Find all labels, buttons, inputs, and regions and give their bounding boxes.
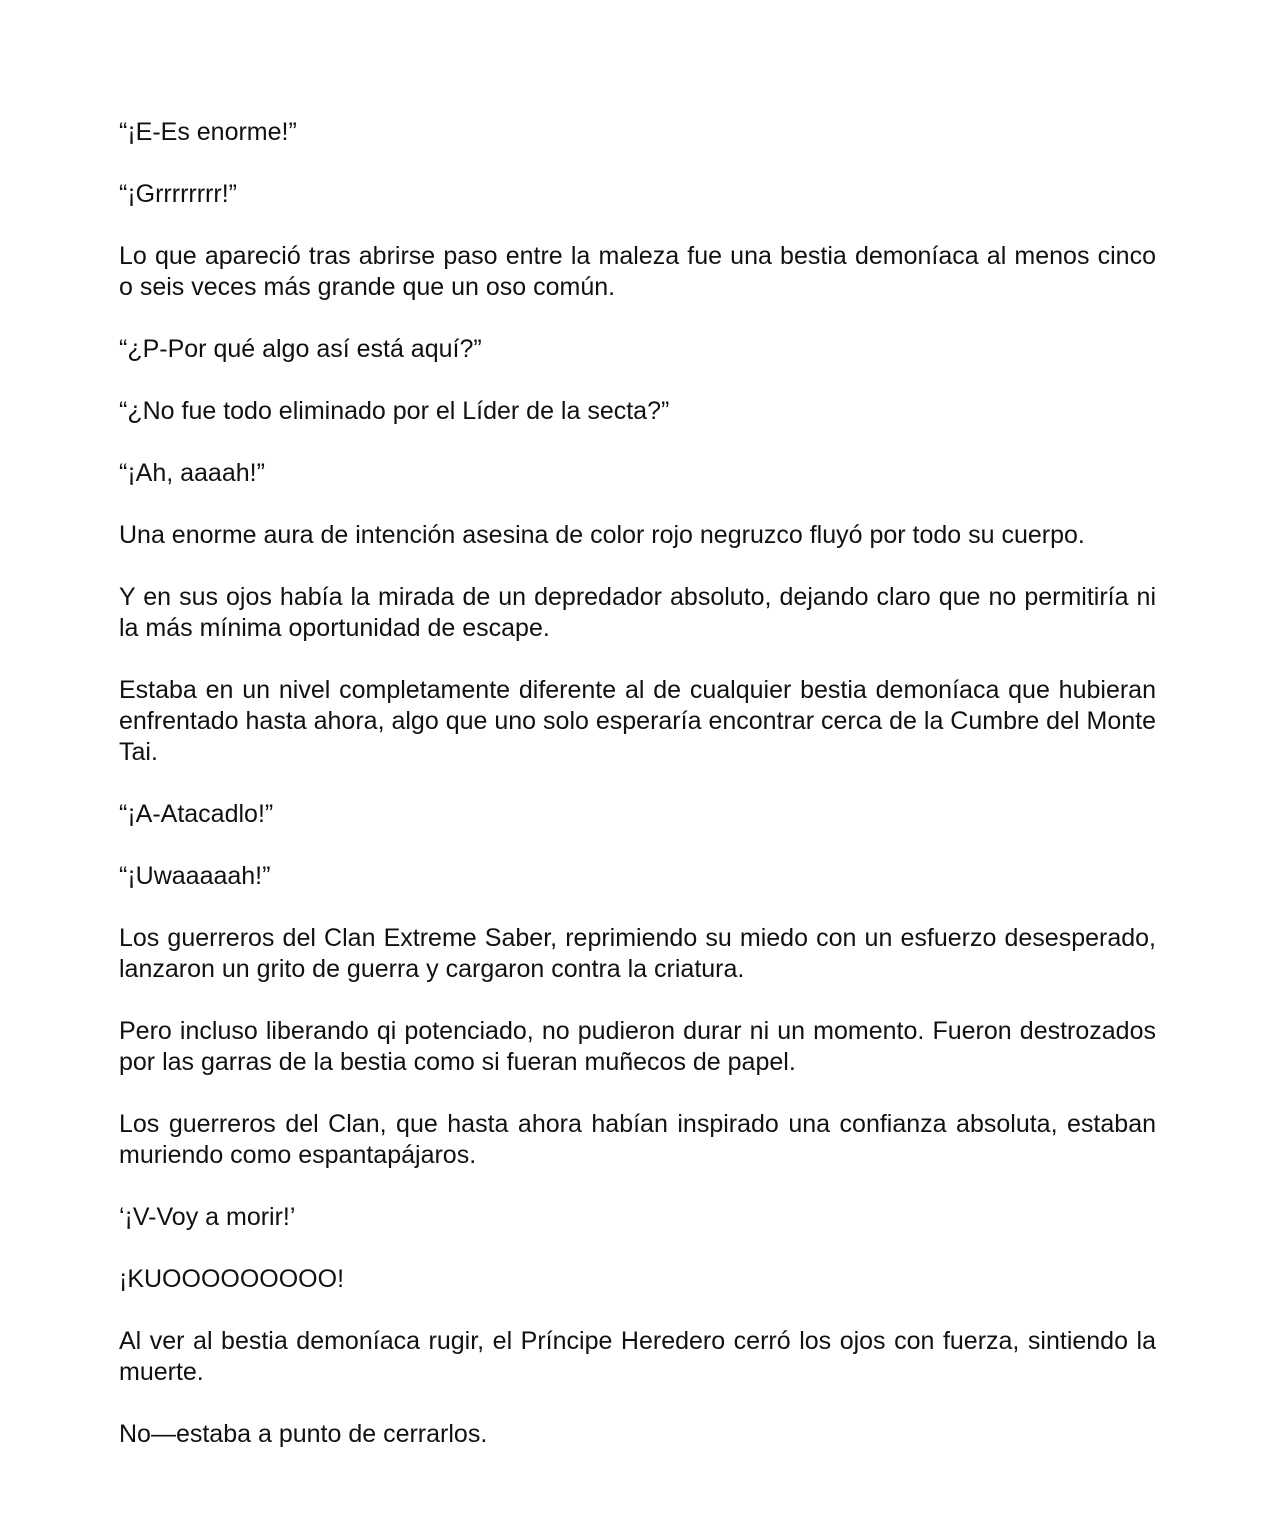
paragraph: ‘¡V-Voy a morir!’ (119, 1203, 296, 1231)
paragraph: “¿P-Por qué algo así está aquí?” (119, 335, 482, 363)
paragraph: ¡KUOOOOOOOOO! (119, 1265, 345, 1293)
paragraph: Estaba en un nivel completamente diferente al de cualquier bestia demoníaca que hubieran enfrentado hasta ahora, algo que uno solo esperaría encontrar cerca de la Cumbre del Monte Tai. (119, 676, 1156, 766)
paragraph: “¡A-Atacadlo!” (119, 800, 274, 828)
paragraph: No—estaba a punto de cerrarlos. (119, 1420, 488, 1448)
paragraph: “¡Ah, aaaah!” (119, 459, 265, 487)
paragraph: Y en sus ojos había la mirada de un depredador absoluto, dejando claro que no permitiría ni la más mínima oportunidad de escape. (119, 583, 1156, 642)
document-page (119, 117, 1156, 1450)
paragraph: Lo que apareció tras abrirse paso entre la maleza fue una bestia demoníaca al menos cinco o seis veces más grande que un oso común. (119, 242, 1156, 301)
paragraph: Una enorme aura de intención asesina de color rojo negruzco fluyó por todo su cuerpo. (119, 521, 1085, 549)
paragraph: “¡Grrrrrrrr!” (119, 180, 237, 208)
paragraph: Pero incluso liberando qi potenciado, no pudieron durar ni un momento. Fueron destrozados por las garras de la bestia como si fueran muñecos de papel. (119, 1017, 1156, 1076)
paragraph: Los guerreros del Clan Extreme Saber, reprimiendo su miedo con un esfuerzo desesperado, lanzaron un grito de guerra y cargaron contra la criatura. (119, 924, 1156, 983)
paragraph: “¡E-Es enorme!” (119, 118, 297, 146)
paragraph: Al ver al bestia demoníaca rugir, el Príncipe Heredero cerró los ojos con fuerza, sintiendo la muerte. (119, 1327, 1156, 1386)
paragraph: “¿No fue todo eliminado por el Líder de la secta?” (119, 397, 670, 425)
paragraph: Los guerreros del Clan, que hasta ahora habían inspirado una confianza absoluta, estaban muriendo como espantapájaros. (119, 1110, 1156, 1169)
paragraph: “¡Uwaaaaah!” (119, 862, 271, 890)
